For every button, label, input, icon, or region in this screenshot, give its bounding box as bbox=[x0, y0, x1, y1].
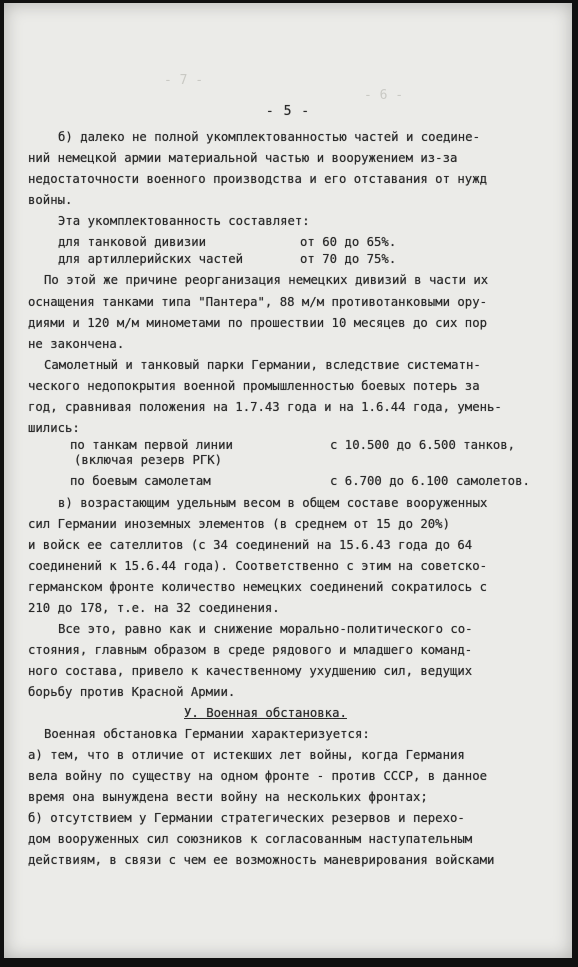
document-text bbox=[4, 3, 572, 958]
text-line: с 6.700 до 6.100 самолетов. bbox=[330, 474, 530, 488]
text-line: время она вынуждена вести войну на нескольких фронтах; bbox=[28, 790, 428, 804]
text-line: соединений к 15.6.44 года). Соответственно с этим на советско- bbox=[28, 559, 488, 573]
text-line: Военная обстановка Германии характеризуется: bbox=[44, 727, 370, 741]
text-line: недостаточности военного производства и его отставания от нужд bbox=[28, 172, 488, 186]
text-line: от 60 до 65%. bbox=[300, 235, 397, 249]
text-line: и войск ее сателлитов (с 34 соединений на 15.6.43 года до 64 bbox=[28, 538, 473, 552]
text-line: Все это, равно как и снижение морально-политического со- bbox=[58, 622, 473, 636]
text-line: дом вооруженных сил союзников к согласованным наступательным bbox=[28, 832, 473, 846]
text-line: Самолетный и танковый парки Германии, вследствие систематн- bbox=[44, 358, 481, 372]
section-heading: У. Военная обстановка. bbox=[184, 706, 347, 720]
text-line: от 70 до 75%. bbox=[300, 252, 397, 266]
text-line: Эта укомплектованность составляет: bbox=[58, 214, 310, 228]
text-line: для танковой дивизии bbox=[58, 235, 207, 249]
text-line: 210 до 178, т.е. на 32 соединения. bbox=[28, 601, 280, 615]
text-line: б) отсутствием у Германии стратегических резервов и перехо- bbox=[28, 811, 465, 825]
text-line: ческого недопокрытия военной промышленностью боевых потерь за bbox=[28, 379, 480, 393]
scan-bottom-edge bbox=[0, 958, 578, 967]
document-page bbox=[4, 3, 572, 958]
bleed-through-page-number-7: - 7 - bbox=[164, 73, 204, 88]
text-line: с 10.500 до 6.500 танков, bbox=[330, 438, 516, 452]
text-line: для артиллерийских частей bbox=[58, 252, 244, 266]
text-line: оснащения танками типа "Пантера", 88 м/м противотанковыми ору- bbox=[28, 295, 488, 309]
bleed-through-page-number-6: - 6 - bbox=[364, 88, 404, 103]
text-line: по боевым самолетам bbox=[70, 474, 211, 488]
text-line: шились: bbox=[28, 421, 80, 435]
text-line: по танкам первой линии bbox=[70, 438, 233, 452]
text-line: ного состава, привело к качественному ухудшению сил, ведущих bbox=[28, 664, 473, 678]
text-line: действиям, в связи с чем ее возможность маневрирования войсками bbox=[28, 853, 495, 867]
text-line: в) возрастающим удельным весом в общем составе вооруженных bbox=[58, 496, 488, 510]
page-number: - 5 - bbox=[265, 104, 311, 119]
text-line: ний немецкой армии материальной частью и вооружением из-за bbox=[28, 151, 458, 165]
text-line: а) тем, что в отличие от истекших лет войны, когда Германия bbox=[28, 748, 465, 762]
text-line: стояния, главным образом в среде рядового и младшего команд- bbox=[28, 643, 473, 657]
text-line: войны. bbox=[28, 193, 73, 207]
text-line: б) далеко не полной укомплектованностью частей и соедине- bbox=[58, 130, 480, 144]
text-line: германском фронте количество немецких соединений сократилось с bbox=[28, 580, 488, 594]
text-line: вела войну по существу на одном фронте - против СССР, в данное bbox=[28, 769, 488, 783]
text-line: год, сравнивая положения на 1.7.43 года и на 1.6.44 года, умень- bbox=[28, 400, 502, 414]
text-line: По этой же причине реорганизация немецких дивизий в части их bbox=[44, 273, 489, 287]
text-line: не закончена. bbox=[28, 337, 125, 351]
text-line: (включая резерв РГК) bbox=[74, 453, 223, 467]
text-line: борьбу против Красной Армии. bbox=[28, 685, 236, 699]
text-line: сил Германии иноземных элементов (в среднем от 15 до 20%) bbox=[28, 517, 450, 531]
text-line: диями и 120 м/м минометами по прошествии 10 месяцев до сих пор bbox=[28, 316, 488, 330]
